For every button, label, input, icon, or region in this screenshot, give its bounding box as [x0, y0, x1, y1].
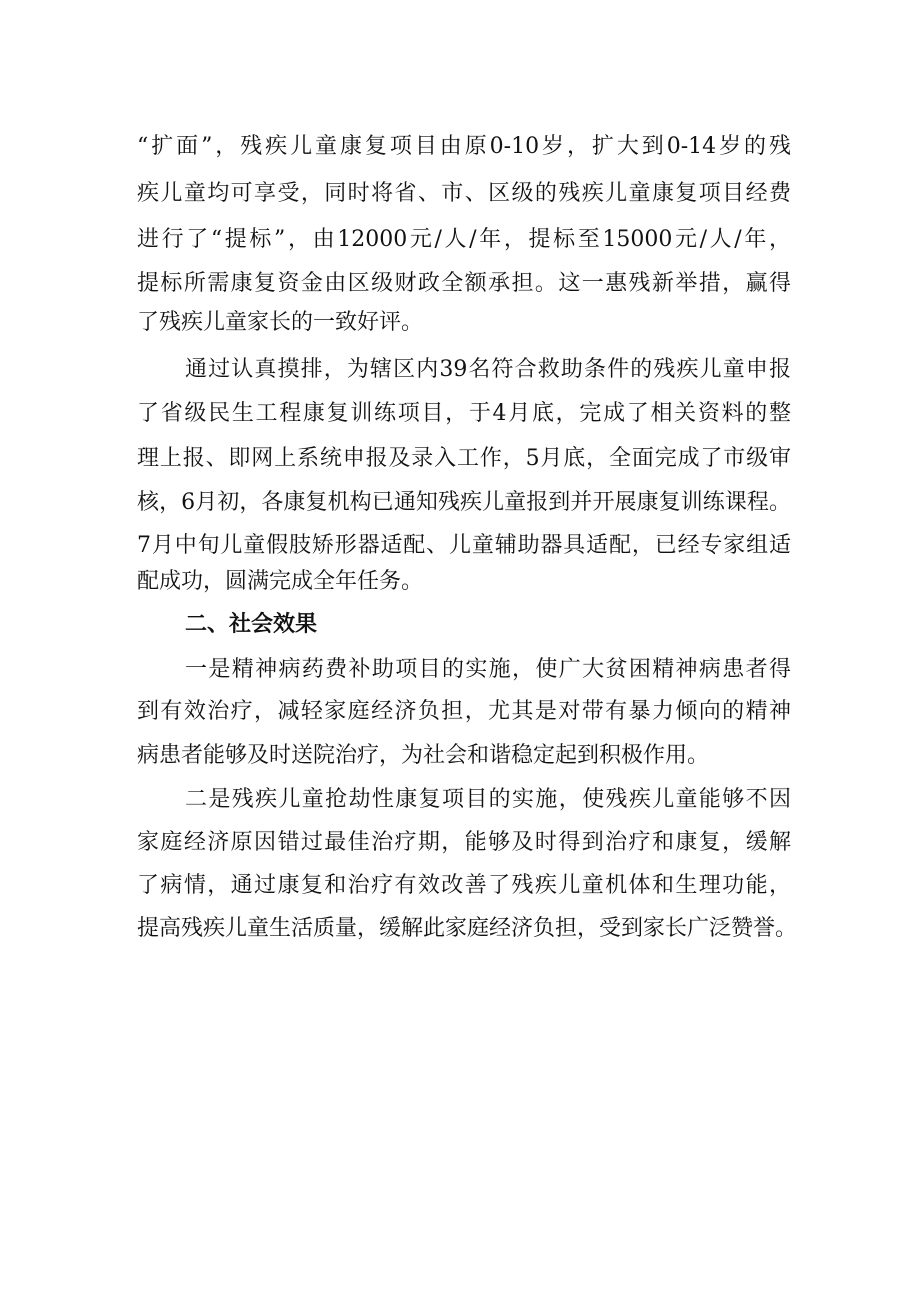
- text-line: 提标所需康复资金由区级财政全额承担。这一惠残新举措，赢得: [137, 271, 791, 296]
- text-line: 理上报、即网上系统申报及录入工作，5月底，全面完成了市级审: [137, 446, 791, 471]
- text-line: 了残疾儿童家长的一致好评。: [137, 310, 424, 335]
- text-line: 配成功，圆满完成全年任务。: [137, 569, 424, 594]
- text-line: 疾儿童均可享受，同时将省、市、区级的残疾儿童康复项目经费: [137, 181, 791, 206]
- text-line: 了省级民生工程康复训练项目，于4月底，完成了相关资料的整: [137, 401, 791, 426]
- text-line: 通过认真摸排，为辖区内39名符合救助条件的残疾儿童申报: [185, 357, 791, 382]
- text-line: 了病情，通过康复和治疗有效改善了残疾儿童机体和生理功能，: [137, 873, 791, 898]
- section-heading: 二、社会效果: [185, 612, 318, 637]
- text-line: 到有效治疗，减轻家庭经济负担，尤其是对带有暴力倾向的精神: [137, 699, 791, 724]
- text-line: 7月中旬儿童假肢矫形器适配、儿童辅助器具适配，已经专家组适: [137, 533, 791, 558]
- text-line: “扩面”，残疾儿童康复项目由原0-10岁，扩大到0-14岁的残: [137, 134, 791, 159]
- text-line: 提高残疾儿童生活质量，缓解此家庭经济负担，受到家长广泛赞誉。: [137, 916, 798, 941]
- text-line: 家庭经济原因错过最佳治疗期，能够及时得到治疗和康复，缓解: [137, 830, 791, 855]
- text-line: 病患者能够及时送院治疗，为社会和谐稳定起到积极作用。: [137, 743, 710, 768]
- text-line: 一是精神病药费补助项目的实施，使广大贫困精神病患者得: [185, 657, 791, 682]
- text-line: 二是残疾儿童抢劫性康复项目的实施，使残疾儿童能够不因: [185, 787, 791, 812]
- text-line: 核，6月初，各康复机构已通知残疾儿童报到并开展康复训练课程。: [137, 490, 791, 515]
- text-line: 进行了“提标”，由12000元/人/年，提标至15000元/人/年，: [137, 227, 791, 252]
